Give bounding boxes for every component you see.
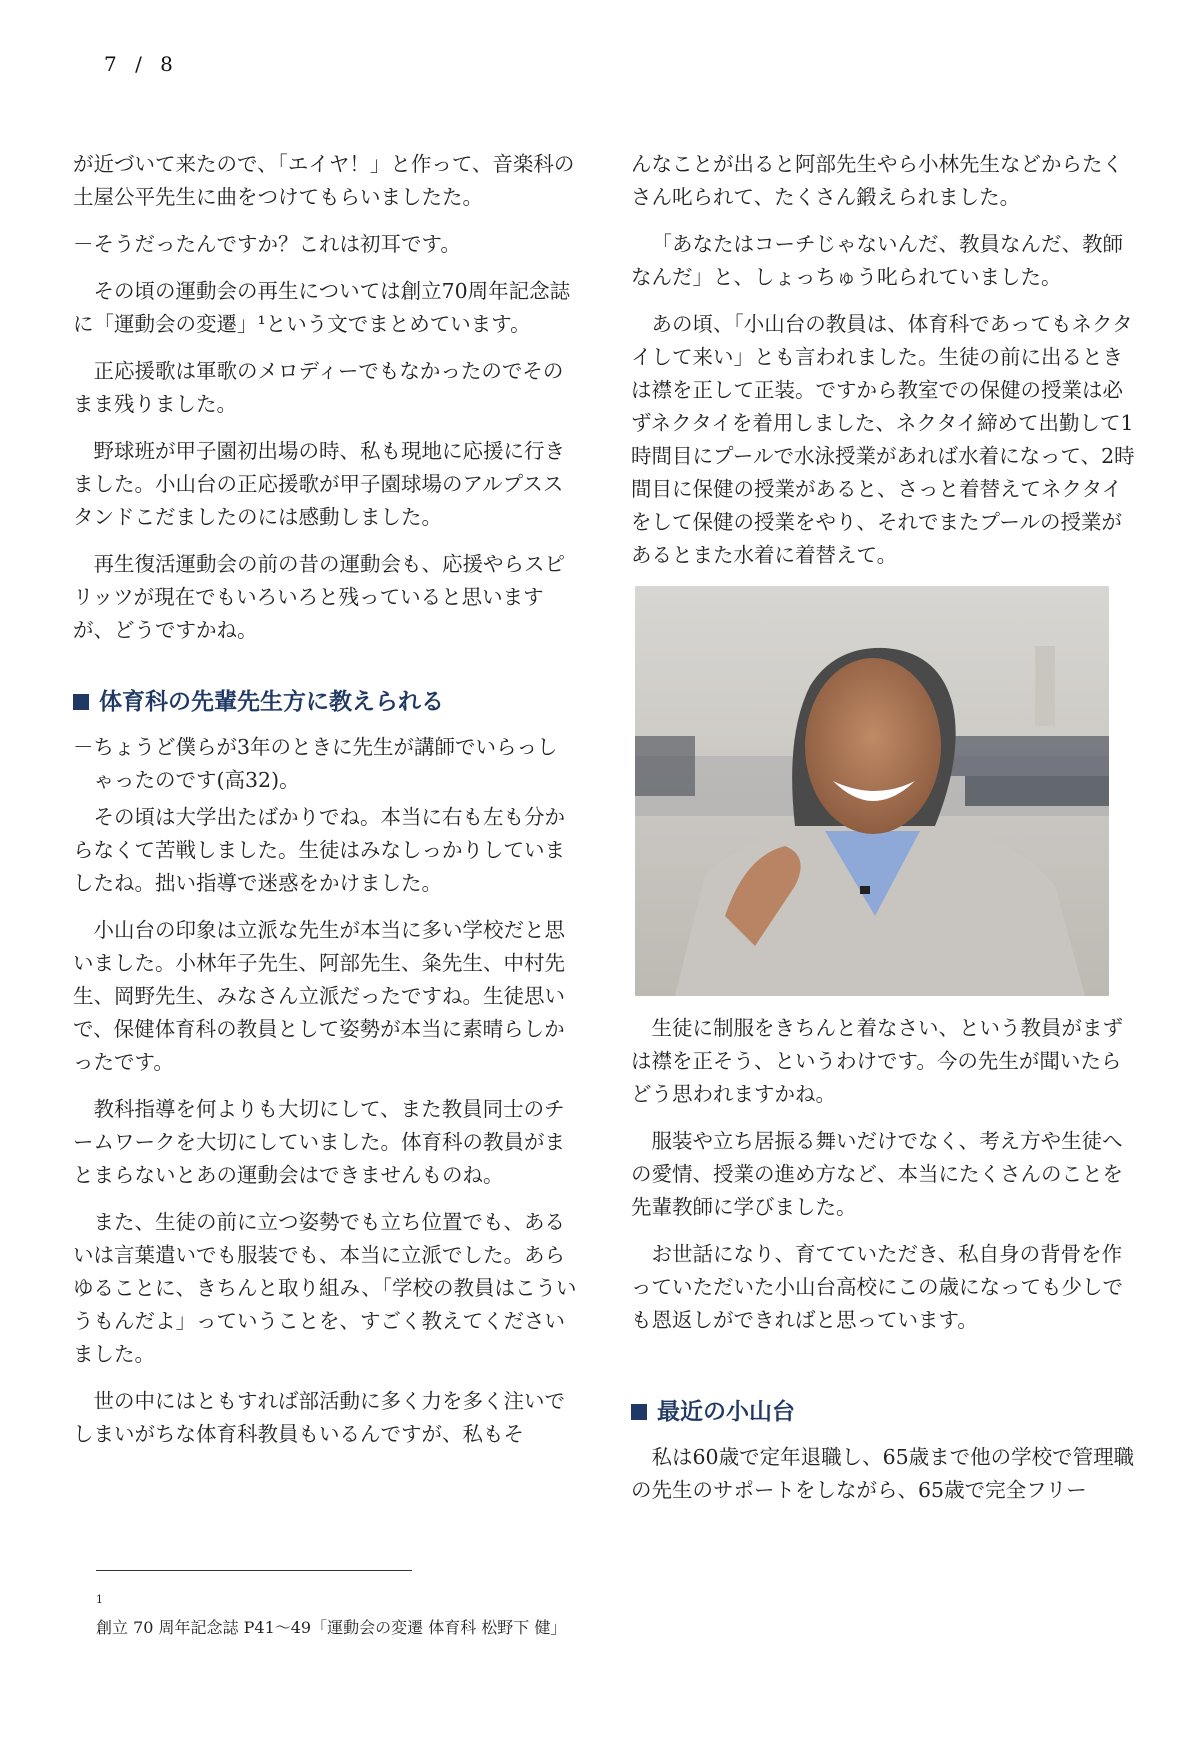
footnote-text: 創立 70 周年記念誌 P41～49「運動会の変遷 体育科 松野下 健」 [96, 1618, 567, 1638]
paragraph: 野球班が甲子園初出場の時、私も現地に応援に行きました。小山台の正応援歌が甲子園球場のアルプススタンドこだましたのには感動しました。 [73, 439, 565, 529]
paragraph: また、生徒の前に立つ姿勢でも立ち位置でも、あるいは言葉遣いでも服装でも、本当に立派でした。あらゆることに、きちんと取り組み、「学校の教員はこういうもんだよ」っていうことを、すごく教えてくださいました。 [73, 1210, 577, 1366]
left-column [73, 148, 578, 1465]
square-bullet-icon [73, 694, 89, 710]
paragraph: 私は60歳で定年退職し、65歳まで他の学校で管理職の先生のサポートをしながら、65歳で完全フリー [631, 1445, 1135, 1502]
paragraph: 服装や立ち居振る舞いだけでなく、考え方や生徒への愛情、授業の進め方など、本当にたくさんのことを先輩教師に学びました。 [631, 1129, 1123, 1219]
section-heading-text: 体育科の先輩先生方に教えられる [99, 689, 444, 715]
paragraph: 「あなたはコーチじゃないんだ、教員なんだ、教師なんだ」と、しょっちゅう叱られていました。 [631, 232, 1123, 289]
page-number: 7 / 8 [104, 52, 179, 76]
paragraph: 生徒に制服をきちんと着なさい、という教員がまずは襟を正そう、というわけです。今の先生が聞いたらどう思われますかね。 [631, 1016, 1123, 1106]
interviewer-question: －そうだったんですか？これは初耳です。 [73, 232, 461, 256]
paragraph: が近づいて来たので、「エイヤ！」と作って、音楽科の土屋公平先生に曲をつけてもらいましたた。 [73, 152, 575, 209]
photo-illustration [635, 586, 1109, 996]
interviewer-question: －ちょうど僕らが3年のときに先生が講師でいらっしゃったのです(高32)。 [73, 735, 558, 792]
paragraph: 小山台の印象は立派な先生が本当に多い学校だと思いました。小林年子先生、阿部先生、粂先生、中村先生、岡野先生、みなさん立派だったですね。生徒思いで、保健体育科の教員として姿勢が本当に素晴らしかったです。 [73, 918, 565, 1074]
footnote [96, 1588, 576, 1640]
paragraph: 世の中にはともすれば部活動に多く力を多く注いでしまいがちな体育科教員もいるんですが、私もそ [73, 1389, 565, 1446]
interview-photo [635, 586, 1109, 996]
footnote-mark: 1 [96, 1593, 103, 1606]
section-heading-text: 最近の小山台 [657, 1399, 795, 1425]
paragraph: その頃の運動会の再生については創立70周年記念誌に「運動会の変遷」¹という文でまとめています。 [73, 279, 571, 336]
paragraph: あの頃、「小山台の教員は、体育科であってもネクタイして来い」とも言われました。生徒の前に出るときは襟を正して正装。ですから教室での保健の授業は必ずネクタイを着用しました、ネクタイ締めて出勤して1時間目にプールで水泳授業があれば水着になって、2時間目に保健の授業があると、さっと着替えてネクタイをして保健の授業をやり、それでまたプールの授業があるとまた水着に着替えて。 [631, 312, 1135, 567]
paragraph: 再生復活運動会の前の昔の運動会も、応援やらスピリッツが現在でもいろいろと残っていると思いますが、どうですかね。 [73, 552, 565, 642]
footnote-divider [96, 1570, 412, 1571]
section-heading [631, 1395, 1136, 1429]
paragraph: 正応援歌は軍歌のメロディーでもなかったのでそのまま残りました。 [73, 359, 564, 416]
paragraph: んなことが出ると阿部先生やら小林先生などからたくさん叱られて、たくさん鍛えられました。 [631, 152, 1123, 209]
square-bullet-icon [631, 1404, 647, 1420]
right-column [631, 148, 1136, 1521]
paragraph: その頃は大学出たばかりでね。本当に右も左も分からなくて苦戦しました。生徒はみなしっかりしていましたね。拙い指導で迷惑をかけました。 [73, 805, 565, 895]
section-heading [73, 685, 578, 719]
paragraph: お世話になり、育てていただき、私自身の背骨を作っていただいた小山台高校にこの歳になっても少しでも恩返しができればと思っています。 [631, 1242, 1123, 1332]
paragraph: 教科指導を何よりも大切にして、また教員同士のチームワークを大切にしていました。体育科の教員がまとまらないとあの運動会はできませんものね。 [73, 1097, 565, 1187]
